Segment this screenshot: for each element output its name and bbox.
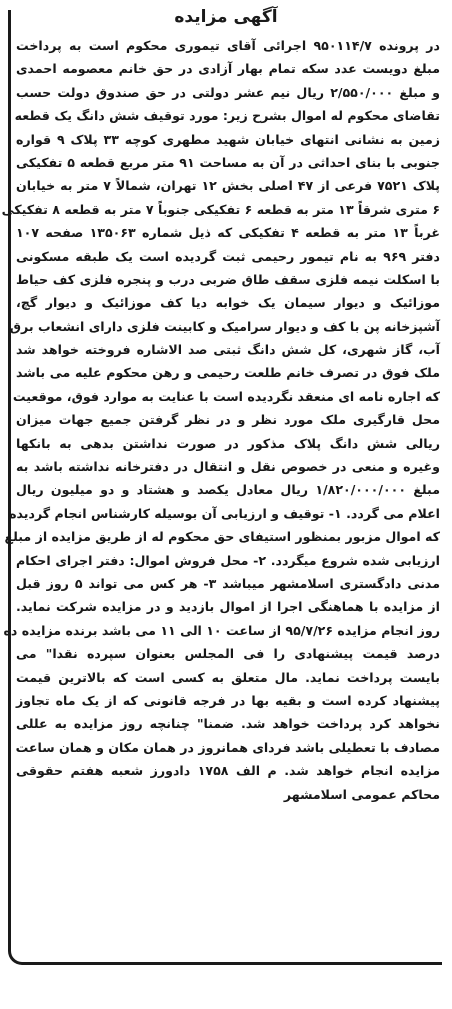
body-line: مصادف با تعطیلی باشد فردای همانروز در همان مکان و همان ساعت xyxy=(15,739,440,755)
body-line: مدنی دادگستری اسلامشهر میباشد ۳- هر کس می تواند ۵ روز قبل xyxy=(16,575,440,591)
body-line: زمین به نشانی انتهای خیابان شهید مطهری کوچه ۳۳ پلاک ۹ قواره xyxy=(16,131,440,147)
body-line: ریالی شش دانگ پلاک مذکور در صورت نداشتن بدهی به بانکها xyxy=(16,435,440,451)
body-line: درصد قیمت پیشنهادی را فی المجلس بعنوان سپرده نقدا" می xyxy=(16,646,440,662)
body-line: نخواهد کرد پرداخت خواهد شد. ضمنا" چنانچه روز مزایده به عللی xyxy=(16,716,440,732)
body-line: غرباً ۱۳ متر به قطعه ۴ تفکیکی که ذیل شماره ۱۳۵۰۶۳ صفحه ۱۰۷ xyxy=(16,225,441,241)
body-line: با اسکلت نیمه فلزی سقف طاق ضربی درب و پنجره فلزی کف حیاط xyxy=(16,271,440,287)
body-line: در پرونده ۹۵۰۱۱۴/۷ اجرائی آقای تیموری محکوم است به پرداخت xyxy=(16,38,441,53)
body-line: پلاک ۷۵۲۱ فرعی از ۴۷ اصلی بخش ۱۲ تهران، شمالاً ۷ متر به خیابان xyxy=(16,178,440,194)
body-line: ۶ متری شرقاً ۱۳ متر به قطعه ۶ تفکیکی جنوباً ۷ متر به قطعه ۸ تفکیکی xyxy=(1,201,440,217)
title-band xyxy=(0,0,452,34)
body-line: دفتر ۹۶۹ به نام تیمور رحیمی ثبت گردیده است یک طبقه مسکونی xyxy=(16,248,440,264)
body-line: محاکم عمومی اسلامشهر xyxy=(283,786,440,802)
body-line: جنوبی با بنای احداثی در آن به مساحت ۹۱ متر مربع قطعه ۵ تفکیکی xyxy=(16,154,440,170)
body-line: موزائیک و دیوار سیمان یک خوابه دیا کف موزائیک و دیوار گچ، xyxy=(16,295,440,311)
body-line: آب، گاز شهری، کل شش دانگ ثبتی صد الاشاره فروخته خواهد شد xyxy=(16,342,440,358)
body-line: اعلام می گردد. ۱- توقیف و ارزیابی آن بوسیله کارشناس انجام گردیده xyxy=(9,505,440,521)
body-line: تقاضای محکوم له اموال بشرح زیر: مورد توقیف شش دانگ یک قطعه xyxy=(14,108,440,124)
body-line: ملک فوق در تصرف خانم طلعت رحیمی و رهن محکوم علیه می باشد xyxy=(16,365,440,381)
body-line: ارزیابی شده شروع میگردد. ۲- محل فروش اموال: دفتر اجرای احکام xyxy=(16,552,440,568)
body-line: وغیره و منعی در خصوص نقل و انتقال در دفترخانه نداشته باشد به xyxy=(16,459,440,475)
body-line: مبلغ دویست عدد سکه تمام بهار آزادی در حق خانم معصومه احمدی xyxy=(16,61,440,77)
body-line: روز انجام مزایده ۹۵/۷/۲۶ از ساعت ۱۰ الی ۱۱ می باشد برنده مزایده ده xyxy=(3,622,440,638)
body-line: محل قارگیری ملک مورد نظر و در نظر گرفتن جمیع جهات میزان xyxy=(16,412,440,428)
body-line: و مبلغ ۲/۵۵۰/۰۰۰ ریال نیم عشر دولتی در حق صندوق دولت حسب xyxy=(16,84,440,100)
body-line: آشپزخانه پن با کف و دیوار سرامیک و کابینت فلزی دارای انشعاب برق xyxy=(9,318,440,334)
body-line: که اجاره نامه ای منعقد نگردیده است با عنایت به موارد فوق، موقعیت xyxy=(12,388,440,404)
notice-body xyxy=(1,34,441,806)
body-line: پیشنهاد کرده است و بقیه بها در فرجه قانونی که از یک ماه تجاوز xyxy=(16,692,440,708)
body-line: مبلغ ۱/۸۲۰/۰۰۰/۰۰۰ ریال معادل یکصد و هشتاد و دو میلیون ریال xyxy=(16,482,440,498)
body-line: که اموال مزبور بمنظور استیفای حق محکوم له از طریق مزایده از مبلغ xyxy=(4,529,440,545)
body-line: مزایده انجام خواهد شد. م الف ۱۷۵۸ دادورز شعبه هفتم حقوقی xyxy=(16,763,440,779)
body-line: بایست پرداخت نماید. مال متعلق به کسی است که بالاترین قیمت xyxy=(16,669,440,685)
body-line: از مزایده با هماهنگی اجرا از اموال بازدید و در مزایده شرکت نماید. xyxy=(16,599,440,615)
notice-title: آگهی مزایده xyxy=(174,7,278,27)
